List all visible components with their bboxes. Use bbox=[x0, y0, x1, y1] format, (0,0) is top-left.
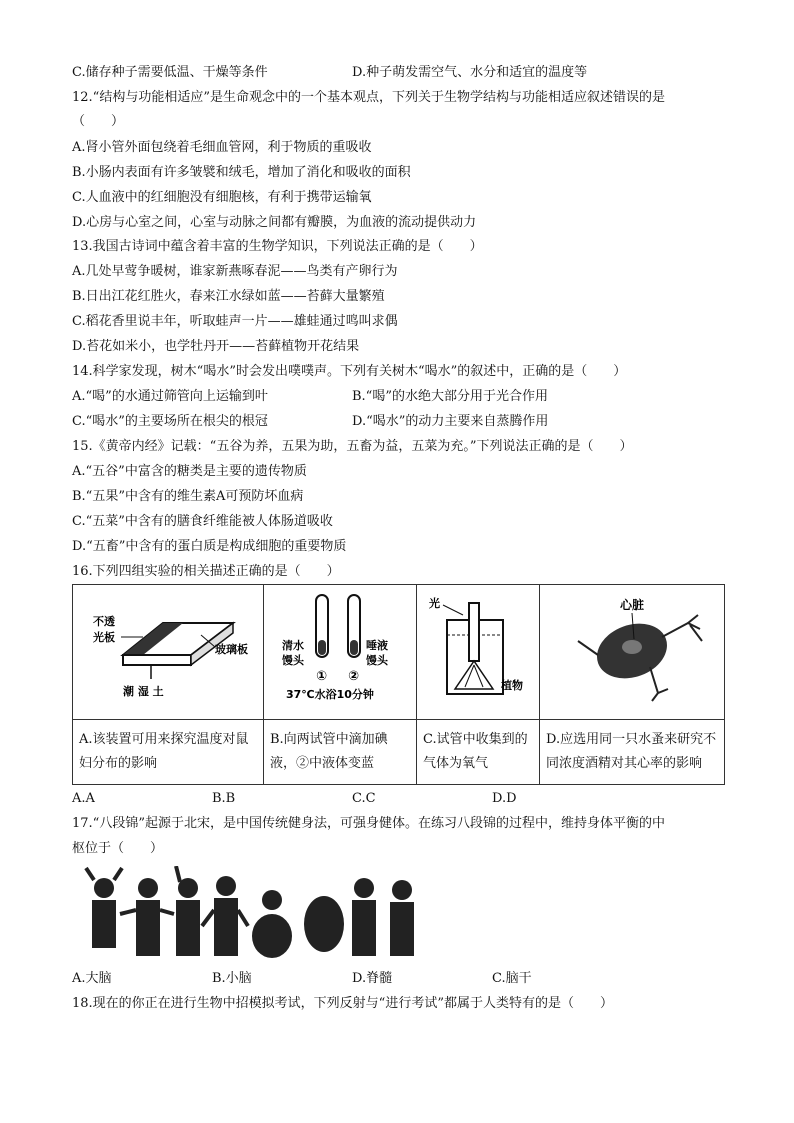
q16-option-a: A.A bbox=[72, 791, 95, 806]
q12-stem: 12.“结构与功能相适应”是生命观念中的一个基本观点，下列关于生物学结构与功能相适应叙述错误的是 bbox=[72, 90, 665, 105]
q17-option-b: B.小脑 bbox=[212, 971, 252, 986]
q13-option-c: C.稻花香里说丰年，听取蛙声一片——雄蛙通过鸣叫求偶 bbox=[72, 314, 398, 329]
q14-option-d: D.“喝水”的动力主要来自蒸腾作用 bbox=[352, 414, 549, 429]
fig-b-test-tubes bbox=[264, 585, 416, 719]
q18-stem: 18.现在的你正在进行生物中招模拟考试，下列反射与“进行考试”都属于人类特有的是（ ） bbox=[72, 996, 613, 1011]
q16-experiment-table bbox=[72, 584, 725, 785]
fig-c-beaker-plant bbox=[417, 585, 539, 719]
fig-a-wood-louse-box bbox=[73, 585, 263, 719]
fig-b-label1: 清水 bbox=[282, 639, 304, 652]
cell-a-text: A.该装置可用来探究温度对鼠妇分布的影响 bbox=[73, 720, 264, 785]
q16-option-b: B.B bbox=[212, 791, 236, 806]
q15-stem: 15.《黄帝内经》记载：“五谷为养，五果为助，五畜为益，五菜为充。”下列说法正确的是（ ） bbox=[72, 439, 633, 454]
q16-option-d: D.D bbox=[492, 791, 517, 806]
q17-option-c: C.脑干 bbox=[492, 971, 532, 986]
fig-a-label3: 玻璃板 bbox=[215, 643, 248, 656]
q16-option-c: C.C bbox=[352, 791, 376, 806]
cell-b-text: B.向两试管中滴加碘液，②中液体变蓝 bbox=[264, 720, 417, 785]
q13-option-a: A.几处早莺争暖树，谁家新燕啄春泥——鸟类有产卵行为 bbox=[72, 264, 398, 279]
q11-option-d: D.种子萌发需空气、水分和适宜的温度等 bbox=[352, 65, 588, 80]
fig-c-cell bbox=[417, 585, 540, 720]
q14-option-a: A.“喝”的水通过筛管向上运输到叶 bbox=[72, 389, 268, 404]
fig-b-num2: ② bbox=[348, 669, 360, 684]
cell-c-text: C.试管中收集到的气体为氧气 bbox=[417, 720, 540, 785]
q13-stem: 13.我国古诗词中蕴含着丰富的生物学知识，下列说法正确的是（ ） bbox=[72, 239, 483, 254]
fig-d-label1: 心脏 bbox=[620, 598, 645, 612]
q17-stem-cont: 枢位于（ ） bbox=[72, 841, 164, 856]
q15-option-a: A.“五谷”中富含的糖类是主要的遗传物质 bbox=[72, 464, 307, 479]
fig-b-caption: 37℃水浴10分钟 bbox=[286, 688, 374, 701]
fig-a-label2: 光板 bbox=[93, 631, 115, 644]
baduanjin-figures-image bbox=[76, 866, 432, 964]
q11-option-c: C.储存种子需要低温、干燥等条件 bbox=[72, 65, 268, 80]
cell-d-text: D.应选用同一只水蚤来研究不同浓度酒精对其心率的影响 bbox=[540, 720, 725, 785]
q12-option-a: A.肾小管外面包绕着毛细血管网，利于物质的重吸收 bbox=[72, 140, 372, 155]
fig-b-label4: 馒头 bbox=[366, 654, 388, 667]
q14-option-b: B.“喝”的水绝大部分用于光合作用 bbox=[352, 389, 548, 404]
fig-b-label3: 唾液 bbox=[366, 639, 388, 652]
fig-d-cell bbox=[540, 585, 725, 720]
q14-option-c: C.“喝水”的主要场所在根尖的根冠 bbox=[72, 414, 268, 429]
q15-option-c: C.“五菜”中含有的膳食纤维能被人体肠道吸收 bbox=[72, 514, 333, 529]
q12-option-c: C.人血液中的红细胞没有细胞核，有利于携带运输氧 bbox=[72, 190, 372, 205]
fig-c-label1: 光 bbox=[429, 597, 440, 610]
q15-option-d: D.“五畜”中含有的蛋白质是构成细胞的重要物质 bbox=[72, 539, 347, 554]
q13-option-b: B.日出江花红胜火，春来江水绿如蓝——苔藓大量繁殖 bbox=[72, 289, 385, 304]
fig-b-label2: 馒头 bbox=[282, 654, 304, 667]
q17-option-a: A.大脑 bbox=[72, 971, 112, 986]
fig-b-cell bbox=[264, 585, 417, 720]
q12-option-d: D.心房与心室之间，心室与动脉之间都有瓣膜，为血液的流动提供动力 bbox=[72, 215, 477, 230]
fig-a-label4: 潮 湿 土 bbox=[123, 685, 164, 698]
q13-option-d: D.苔花如米小，也学牡丹开——苔藓植物开花结果 bbox=[72, 339, 360, 354]
q12-option-b: B.小肠内表面有许多皱襞和绒毛，增加了消化和吸收的面积 bbox=[72, 165, 411, 180]
fig-b-num1: ① bbox=[316, 669, 328, 684]
q16-stem: 16.下列四组实验的相关描述正确的是（ ） bbox=[72, 564, 340, 579]
q15-option-b: B.“五果”中含有的维生素A可预防坏血病 bbox=[72, 489, 304, 504]
fig-a-label1: 不透 bbox=[93, 615, 115, 628]
fig-a-cell bbox=[73, 585, 264, 720]
q12-paren: （ ） bbox=[72, 114, 125, 129]
fig-c-label2: 植物 bbox=[501, 679, 523, 692]
q14-stem: 14.科学家发现，树木“喝水”时会发出噗噗声。下列有关树木“喝水”的叙述中，正确的是（ ） bbox=[72, 364, 627, 379]
q17-stem: 17.“八段锦”起源于北宋，是中国传统健身法，可强身健体。在练习八段锦的过程中，维持身体平衡的中 bbox=[72, 816, 665, 831]
fig-d-daphnia bbox=[540, 585, 724, 719]
q17-option-d: D.脊髓 bbox=[352, 971, 393, 986]
